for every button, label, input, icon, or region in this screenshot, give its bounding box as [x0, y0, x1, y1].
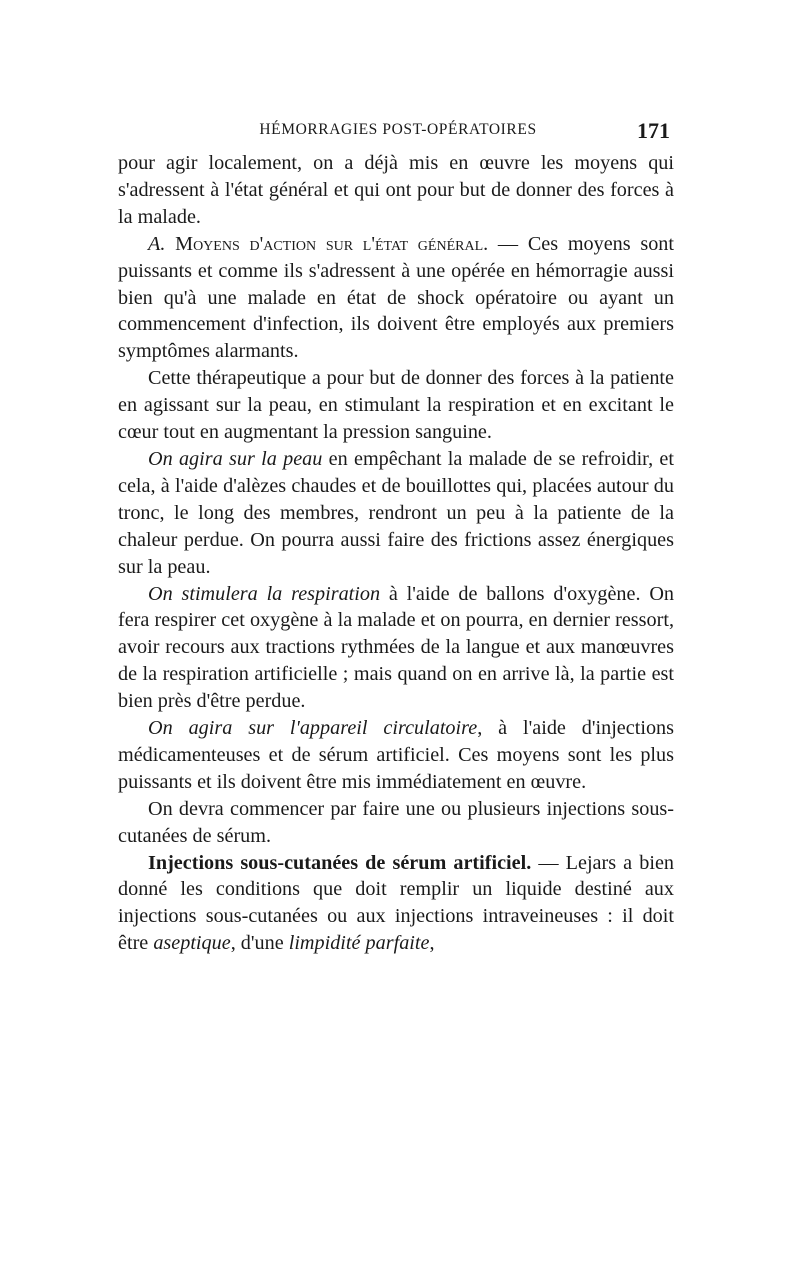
page-number: 171	[637, 118, 670, 143]
paragraph-8-text-b: , d'une	[230, 932, 289, 955]
paragraph-8-italic-b: limpidité parfaite	[288, 932, 430, 955]
paragraph-5	[118, 581, 674, 716]
paragraph-4-lead: On agira sur la peau	[148, 447, 323, 470]
paragraph-1: pour agir localement, on a déjà mis en œuvre les moyens qui s'adressent à l'état général et qui ont pour but de donner des forces à la malade.	[118, 152, 674, 228]
paragraph-4-text: en empêchant la malade de se refroidir, et cela, à l'aide d'alèzes chaudes et de bouillottes qui, placées autour du tronc, le long des membres, rendront un peu à la patiente de la chaleur perdue. On pourra aussi faire des frictions assez énergiques sur la peau.	[118, 447, 674, 578]
paragraph-2-text: — Ces moyens sont puissants et comme ils s'adressent à une opérée en hémorragie aussi bien qu'à une malade en état de shock opératoire ou ayant un commencement d'infection, ils doivent être employés aux premiers symptômes alarmants.	[118, 232, 675, 363]
paragraph-8	[118, 850, 674, 958]
body-text	[118, 150, 674, 957]
subsection-heading: Injections sous-cutanées de sérum artificiel.	[148, 851, 532, 874]
paragraph-2	[118, 231, 674, 366]
paragraph-6-lead: On agira sur l'appareil circulatoire	[148, 717, 478, 740]
section-heading: Moyens d'action sur l'état général.	[175, 232, 489, 255]
paragraph-8-italic-a: aseptique	[153, 932, 231, 955]
paragraph-8-text-c: ,	[429, 932, 435, 955]
paragraph-3: Cette thérapeutique a pour but de donner des forces à la patiente en agissant sur la peau, en stimulant la respiration et en excitant le cœur tout en augmentant la pression sanguine.	[118, 367, 674, 444]
paragraph-5-text: à l'aide de ballons d'oxygène. On fera respirer cet oxygène à la malade et on pourra, en dernier ressort, avoir recours aux tractions rythmées de la langue et aux manœuvres de la respiration artificielle ; mais quand on en arrive là, la partie est bien près d'être perdue.	[118, 582, 675, 713]
paragraph-5-lead: On stimulera la respiration	[148, 582, 381, 605]
section-letter: A.	[148, 232, 166, 255]
running-head: HÉMORRAGIES POST-OPÉRATOIRES	[259, 121, 537, 138]
paragraph-6-text: , à l'aide d'injections médicamenteuses et de sérum artificiel. Ces moyens sont les plus puissants et ils doivent être mis immédiatement en œuvre.	[118, 717, 674, 793]
paragraph-6	[118, 715, 674, 796]
page-header	[118, 118, 678, 142]
paragraph-4	[118, 446, 674, 581]
paragraph-7: On devra commencer par faire une ou plusieurs injections sous-cutanées de sérum.	[118, 797, 674, 847]
paragraph-8-text-a: — Lejars a bien donné les conditions que doit remplir un liquide destiné aux injections sous-cutanées ou aux injections intraveineuses : il doit être	[118, 851, 674, 955]
